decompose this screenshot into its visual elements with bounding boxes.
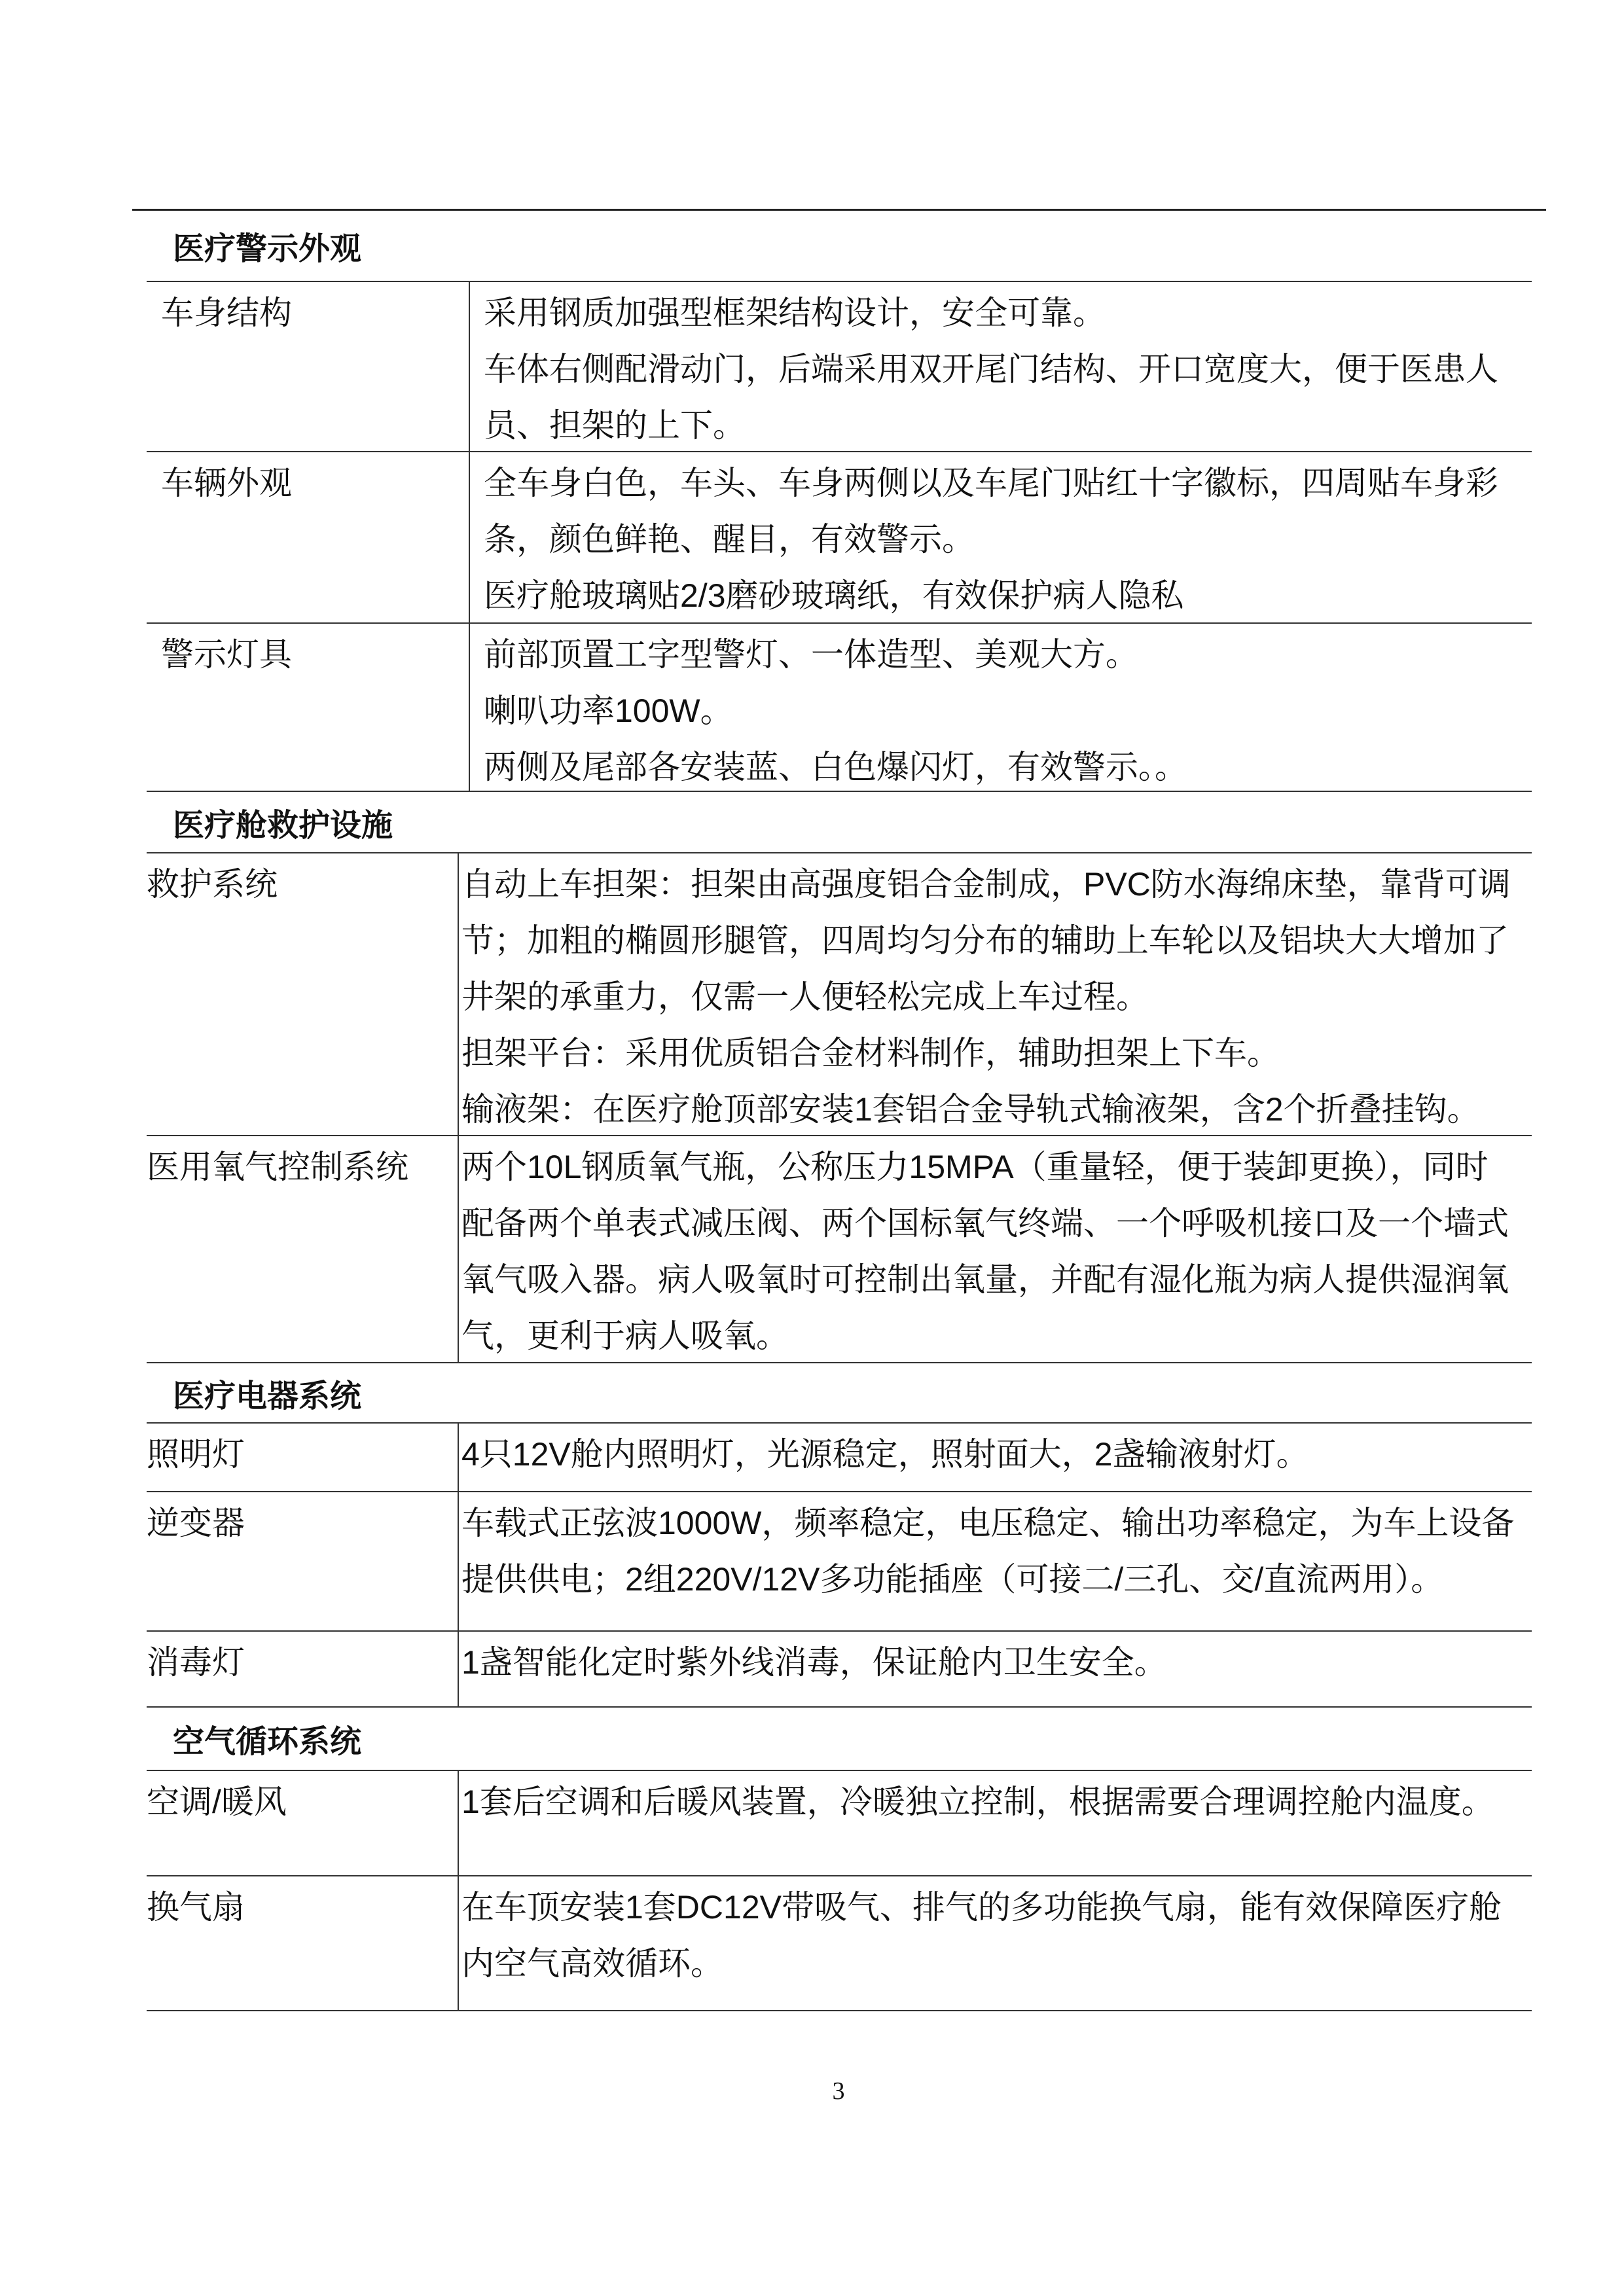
- row-content: [484, 455, 1498, 624]
- row-text-line: 条，颜色鲜艳、醒目，有效警示。: [484, 521, 975, 558]
- row-label: 空调/暖风: [147, 1784, 287, 1820]
- row-content: [461, 1426, 1309, 1482]
- table-row: [147, 624, 1532, 792]
- row-text-line: 全车身白色，车头、车身两侧以及车尾门贴红十字徽标，四周贴车身彩: [484, 465, 1498, 501]
- column-divider: [469, 452, 470, 622]
- row-label: 救护系统: [147, 866, 278, 903]
- row-content: [484, 626, 1187, 795]
- row-label: 车身结构: [161, 295, 292, 331]
- section-title: 医疗舱救护设施: [173, 808, 393, 843]
- row-content: [461, 1139, 1509, 1364]
- page-number: 3: [832, 2077, 845, 2105]
- column-divider: [458, 1876, 459, 2010]
- row-label: 换气扇: [147, 1889, 245, 1926]
- section-title: 空气循环系统: [173, 1725, 362, 1759]
- table-row: [147, 853, 1532, 1136]
- column-divider: [458, 1492, 459, 1630]
- row-text-line: 喇叭功率100W。: [484, 692, 733, 729]
- row-content: [461, 1495, 1514, 1607]
- column-divider: [458, 1771, 459, 1875]
- row-text-line: 输液架：在医疗舱顶部安装1套铝合金导轨式输液架，含2个折叠挂钩。: [461, 1091, 1480, 1128]
- row-text-line: 在车顶安装1套DC12V带吸气、排气的多功能换气扇，能有效保障医疗舱: [461, 1889, 1502, 1926]
- section-header: [147, 1363, 1532, 1424]
- column-divider: [458, 853, 459, 1135]
- section-title: 医疗电器系统: [173, 1378, 362, 1414]
- row-content: [461, 1879, 1502, 1992]
- row-text-line: 节；加粗的椭圆形腿管，四周均匀分布的辅助上车轮以及铝块大大增加了: [461, 922, 1509, 959]
- section-header: [147, 792, 1532, 853]
- row-text-line: 内空气高效循环。: [461, 1945, 723, 1982]
- table-row: [147, 1876, 1532, 2011]
- row-label: 警示灯具: [161, 636, 292, 673]
- row-label: 逆变器: [147, 1505, 245, 1541]
- section-title: 医疗警示外观: [173, 232, 362, 266]
- row-text-line: 4只12V舱内照明灯，光源稳定，照射面大，2盏输液射灯。: [461, 1436, 1309, 1473]
- table-row: [147, 452, 1532, 624]
- row-text-line: 气，更利于病人吸氧。: [461, 1318, 789, 1354]
- column-divider: [469, 624, 470, 791]
- row-label: 车辆外观: [161, 465, 292, 501]
- row-text-line: 1盏智能化定时紫外线消毒，保证舱内卫生安全。: [461, 1644, 1167, 1681]
- table-row: [147, 1136, 1532, 1363]
- row-text-line: 员、担架的上下。: [484, 407, 746, 444]
- row-text-line: 车体右侧配滑动门，后端采用双开尾门结构、开口宽度大，便于医患人: [484, 351, 1498, 387]
- row-label: 医用氧气控制系统: [147, 1149, 408, 1185]
- row-text-line: 自动上车担架：担架由高强度铝合金制成，PVC防水海绵床垫，靠背可调: [461, 866, 1511, 903]
- row-text-line: 提供供电；2组220V/12V多功能插座（可接二/三孔、交/直流两用）。: [461, 1561, 1444, 1598]
- table-row: [147, 1492, 1532, 1632]
- row-label: 照明灯: [147, 1436, 245, 1473]
- row-text-line: 井架的承重力，仅需一人便轻松完成上车过程。: [461, 978, 1149, 1015]
- column-divider: [469, 282, 470, 451]
- table-row: [147, 1632, 1532, 1708]
- row-text-line: 1套后空调和后暖风装置，冷暖独立控制，根据需要合理调控舱内温度。: [461, 1784, 1494, 1820]
- table-row: [147, 1424, 1532, 1492]
- row-text-line: 前部顶置工字型警灯、一体造型、美观大方。: [484, 636, 1138, 673]
- section-header: [147, 211, 1532, 282]
- row-text-line: 氧气吸入器。病人吸氧时可控制出氧量，并配有湿化瓶为病人提供湿润氧: [461, 1261, 1509, 1298]
- column-divider: [458, 1136, 459, 1362]
- row-text-line: 担架平台：采用优质铝合金材料制作，辅助担架上下车。: [461, 1035, 1280, 1071]
- section-header: [147, 1708, 1532, 1771]
- row-content: [484, 285, 1498, 454]
- row-content: [461, 1774, 1494, 1830]
- row-label: 消毒灯: [147, 1644, 245, 1681]
- row-text-line: 两个10L钢质氧气瓶，公称压力15MPA（重量轻，便于装卸更换），同时: [461, 1149, 1489, 1185]
- row-text-line: 两侧及尾部各安装蓝、白色爆闪灯，有效警示。。: [484, 749, 1187, 785]
- row-text-line: 采用钢质加强型框架结构设计，安全可靠。: [484, 295, 1106, 331]
- row-text-line: 车载式正弦波1000W，频率稳定，电压稳定、输出功率稳定，为车上设备: [461, 1505, 1515, 1541]
- table-row: [147, 1771, 1532, 1876]
- table-row: [147, 282, 1532, 452]
- row-text-line: 配备两个单表式减压阀、两个国标氧气终端、一个呼吸机接口及一个墙式: [461, 1205, 1509, 1242]
- row-content: [461, 1634, 1167, 1691]
- row-text-line: 医疗舱玻璃贴2/3磨砂玻璃纸，有效保护病人隐私: [484, 577, 1184, 614]
- row-content: [461, 856, 1511, 1138]
- column-divider: [458, 1424, 459, 1491]
- column-divider: [458, 1632, 459, 1706]
